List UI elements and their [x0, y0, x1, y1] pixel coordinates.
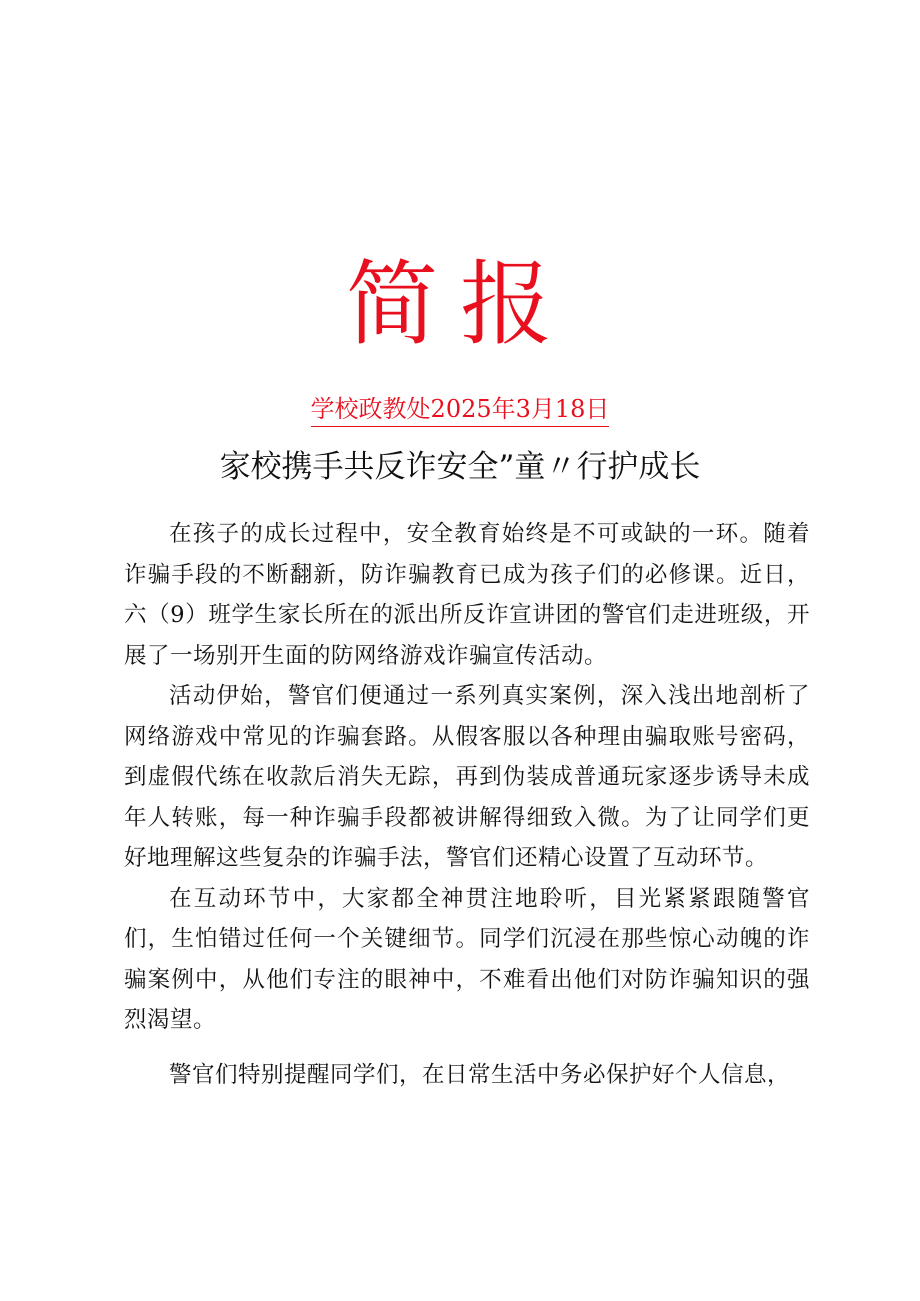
issuer-date: 学校政教处2025年3月18日 — [311, 394, 610, 427]
article-paragraph: 在互动环节中，大家都全神贯注地聆听，目光紧紧跟随警官们，生怕错过任何一个关键细节。同学们沉浸在那些惊心动魄的诈骗案例中，从他们专注的眼神中，不难看出他们对防诈骗知识的强烈渴望。 — [124, 885, 810, 1033]
article-paragraph: 在孩子的成长过程中，安全教育始终是不可或缺的一环。随着诈骗手段的不断翻新，防诈骗教育已成为孩子们的必修课。近日，六（9）班学生家长所在的派出所反诈宣讲团的警官们走进班级，开展了一场别开生面的防网络游戏诈骗宣传活动。 — [124, 521, 810, 669]
issuer-line — [0, 394, 920, 427]
article-headline: 家校携手共反诈安全”童〃行护成长 — [219, 449, 701, 485]
article-paragraph: 活动伊始，警官们便通过一系列真实案例，深入浅出地剖析了网络游戏中常见的诈骗套路。从假客服以各种理由骗取账号密码，到虚假代练在收款后消失无踪，再到伪装成普通玩家逐步诱导未成年人转账，每一种诈骗手段都被讲解得细致入微。为了让同学们更好地理解这些复杂的诈骗手法，警官们还精心设置了互动环节。 — [124, 683, 810, 871]
article-paragraph: 警官们特别提醒同学们，在日常生活中务必保护好个人信息， — [169, 1061, 791, 1088]
masthead-title: 简报 — [345, 251, 574, 358]
article-body — [124, 514, 810, 1095]
